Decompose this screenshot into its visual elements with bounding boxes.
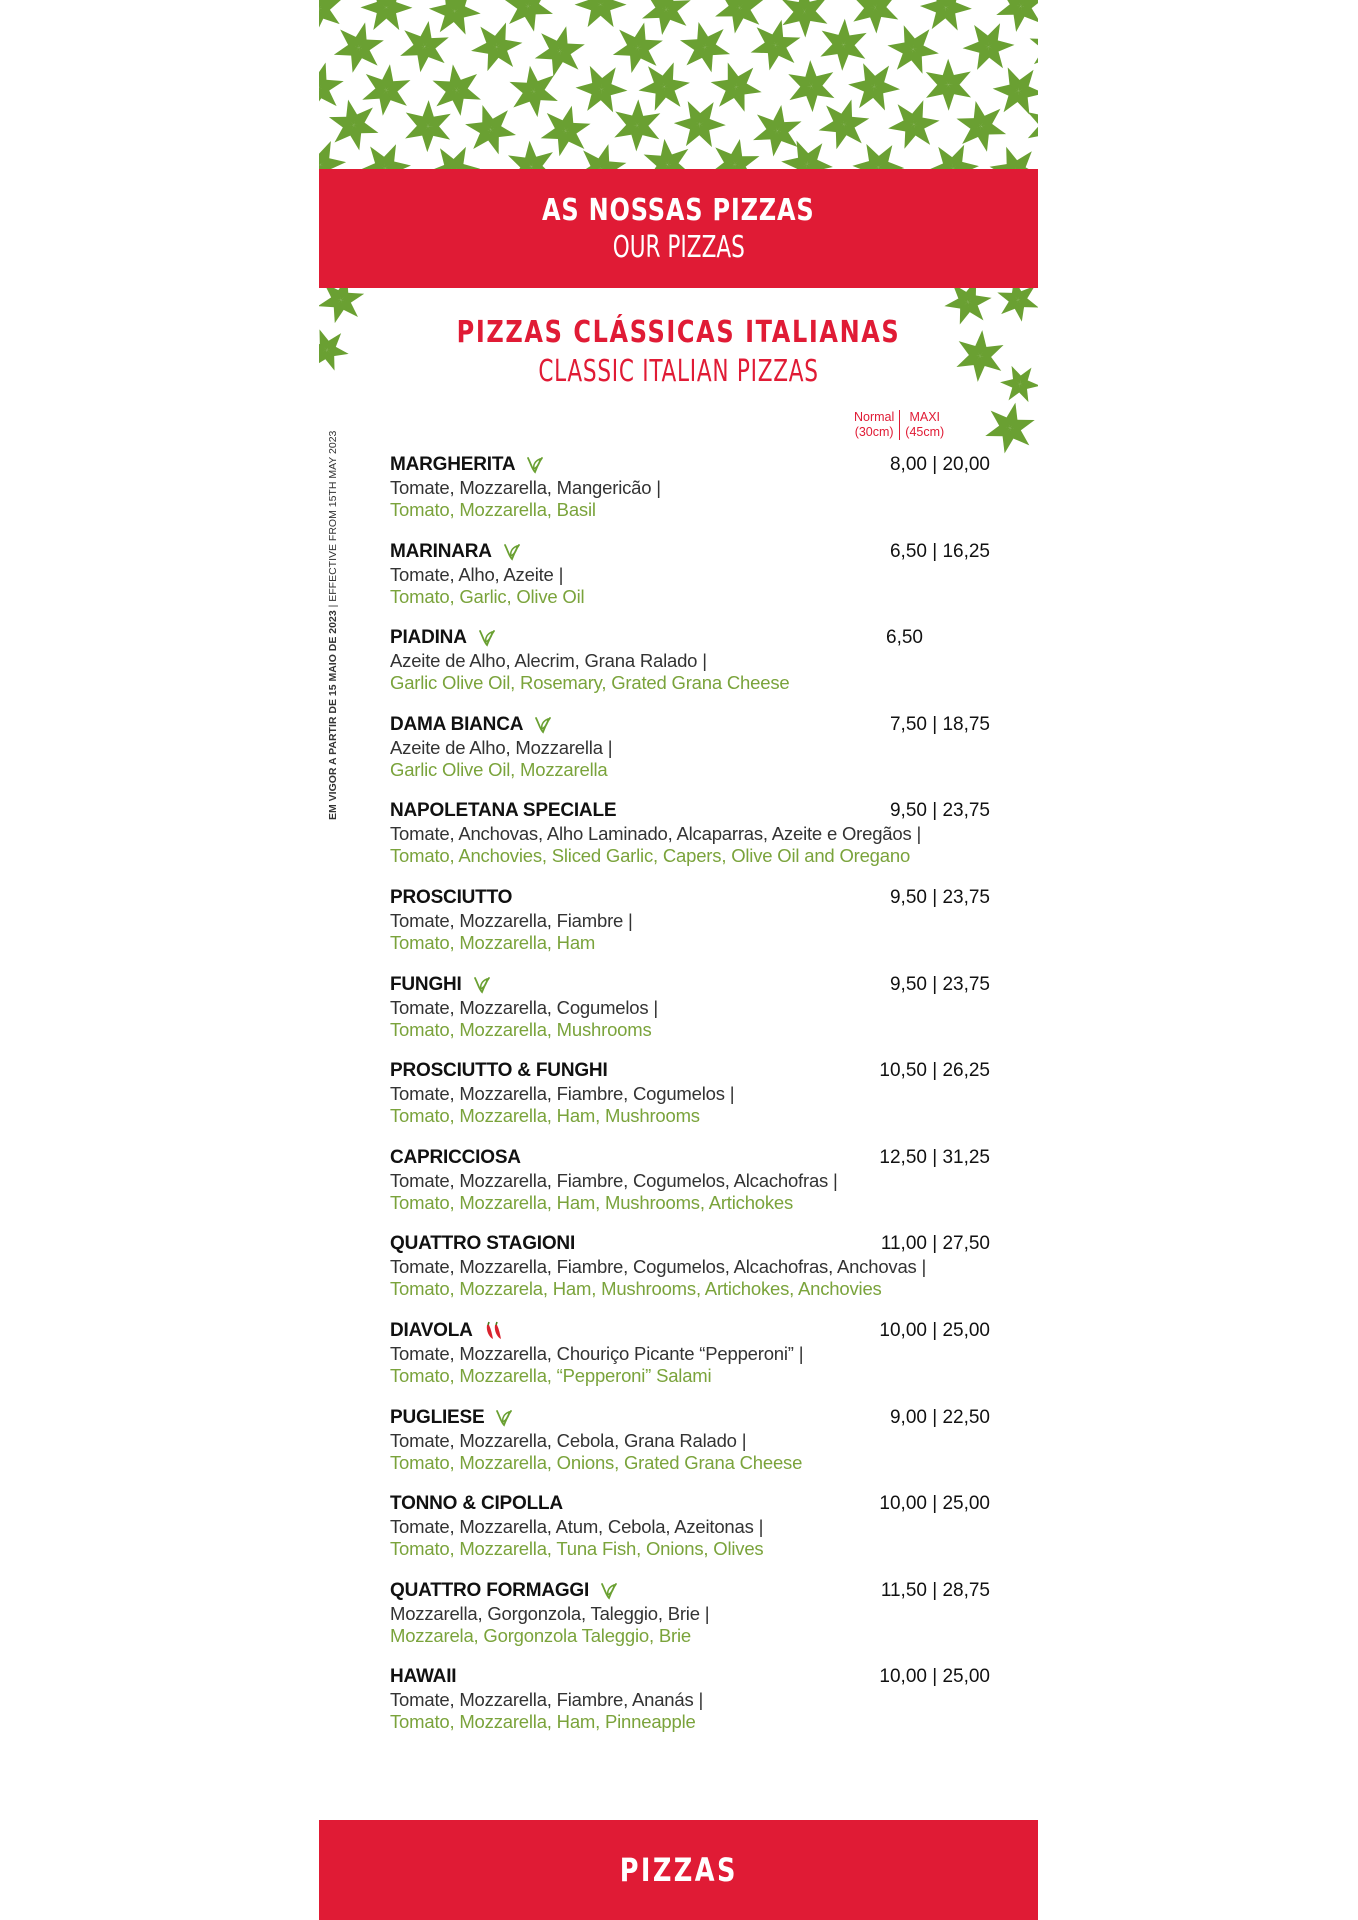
pizza-item [390,1060,990,1147]
pizza-ingredients-pt: Tomate, Mozzarella, Fiambre, Cogumelos, Alcachofras | [390,1169,838,1191]
pizza-ingredients-pt: Tomate, Mozzarella, Fiambre | [390,909,633,931]
pizza-name [390,974,492,996]
pizza-name [390,627,497,649]
pizza-name [390,1320,507,1342]
pizza-price: 10,50 | 26,25 [879,1060,990,1082]
pizza-name-text: NAPOLETANA SPECIALE [390,800,617,822]
pizza-ingredients-en: Mozzarela, Gorgonzola Taleggio, Brie [390,1624,691,1646]
pizza-item [390,627,990,714]
pizza-ingredients-en: Tomato, Mozzarella, Onions, Grated Grana Cheese [390,1451,803,1473]
pizza-name-text: PROSCIUTTO [390,886,513,908]
effective-date-separator: | [327,601,339,611]
pizza-ingredients-pt: Tomate, Mozzarella, Cebola, Grana Ralado | [390,1429,747,1451]
footer-banner [319,1820,1038,1920]
leaf-star-icon [980,397,1038,458]
leaf-star-icon [745,14,806,76]
pizza-list [390,454,990,1753]
pizza-ingredients-en: Tomato, Mozzarela, Ham, Mushrooms, Artichokes, Anchovies [390,1278,882,1300]
pizza-name [390,1666,456,1688]
leaf-star-icon [817,17,870,71]
pizza-ingredients-en: Garlic Olive Oil, Mozzarella [390,758,608,780]
pizza-item [390,800,990,887]
pizza-ingredients-pt: Tomate, Mozzarella, Chouriço Picante “Pepperoni” | [390,1342,804,1364]
pizza-name-text: FUNGHI [390,973,462,995]
pizza-item [390,1407,990,1494]
pizza-name [390,1147,521,1169]
pizza-price: 9,50 | 23,75 [889,973,990,995]
effective-date-en: EFFECTIVE FROM 15TH MAY 2023 [327,430,339,602]
leaf-star-icon [319,56,350,120]
size-maxi [900,410,949,440]
pizza-name-text: QUATTRO STAGIONI [390,1233,576,1255]
leaf-pattern-top [319,0,1038,170]
pizza-name-text: MARINARA [390,540,492,562]
pizza-price: 6,50 | 16,25 [889,540,990,562]
pizza-name-text: PIADINA [390,627,467,649]
vegetarian-icon [477,628,497,648]
chili-pepper-icon [483,1321,507,1341]
vegetarian-icon [494,1408,514,1428]
pizza-ingredients-en: Tomato, Mozzarella, Ham, Mushrooms, Artichokes [390,1191,794,1213]
pizza-name-text: HAWAII [390,1666,457,1688]
pizza-ingredients-en: Tomato, Garlic, Olive Oil [390,585,585,607]
pizza-name [390,1060,608,1082]
pizza-price: 9,00 | 22,50 [889,1406,990,1428]
vegetarian-icon [472,975,492,995]
pizza-name [390,1407,514,1429]
pizza-item [390,714,990,801]
pizza-item [390,887,990,974]
pizza-ingredients-pt: Tomate, Mozzarella, Fiambre, Ananás | [390,1689,704,1711]
pizza-ingredients-en: Garlic Olive Oil, Rosemary, Grated Grana Cheese [390,672,790,694]
pizza-price: 12,50 | 31,25 [879,1146,990,1168]
size-maxi-label: MAXI [909,410,941,424]
leaf-star-icon [402,99,454,152]
size-header [849,410,949,440]
leaf-star-icon [566,53,637,124]
pizza-item [390,1666,990,1753]
pizza-ingredients-pt: Mozzarella, Gorgonzola, Taleggio, Brie | [390,1602,710,1624]
pizza-name-text: CAPRICCIOSA [390,1146,521,1168]
leaf-star-icon [464,13,530,80]
footer-label: PIZZAS [619,1851,738,1889]
pizza-name [390,1233,575,1255]
pizza-name [390,541,522,563]
pizza-item [390,1233,990,1320]
leaf-star-icon [328,16,390,79]
pizza-name-text: MARGHERITA [390,454,516,475]
vegetarian-icon [525,455,545,475]
pizza-ingredients-pt: Tomate, Mozzarella, Atum, Cebola, Azeitonas | [390,1516,764,1538]
pizza-price: 9,50 | 23,75 [889,800,990,822]
header-banner [319,169,1038,288]
pizza-item [390,1580,990,1667]
pizza-price: 6,50 [886,627,923,649]
leaf-star-icon [919,134,987,170]
pizza-item [390,1147,990,1234]
pizza-item [390,1320,990,1407]
pizza-ingredients-en: Tomato, Mozzarella, Mushrooms [390,1018,652,1040]
pizza-ingredients-pt: Tomate, Mozzarella, Mangericão | [390,477,661,498]
pizza-name-text: TONNO & CIPOLLA [390,1493,563,1515]
pizza-price: 10,00 | 25,00 [879,1666,990,1688]
pizza-ingredients-pt: Azeite de Alho, Alecrim, Grana Ralado | [390,650,707,672]
pizza-item [390,1493,990,1580]
pizza-name [390,1580,619,1602]
pizza-price: 7,50 | 18,75 [889,713,990,735]
leaf-star-icon [529,20,591,83]
pizza-name [390,800,616,822]
pizza-ingredients-en: Tomato, Mozzarella, “Pepperoni” Salami [390,1364,712,1386]
leaf-star-icon [319,131,354,170]
pizza-ingredients-pt: Tomate, Mozzarella, Fiambre, Cogumelos, Alcachofras, Anchovas | [390,1256,927,1278]
header-title-en: OUR PIZZAS [612,229,745,265]
pizza-name [390,1493,563,1515]
pizza-name-text: DIAVOLA [390,1319,473,1341]
pizza-ingredients-pt: Tomate, Mozzarella, Fiambre, Cogumelos | [390,1083,735,1105]
size-maxi-cm: (45cm) [905,425,945,439]
pizza-price: 10,00 | 25,00 [879,1319,990,1341]
pizza-ingredients-pt: Azeite de Alho, Mozzarella | [390,736,613,758]
vegetarian-icon [533,715,553,735]
pizza-name-text: DAMA BIANCA [390,713,524,735]
leaf-star-icon [913,50,984,120]
pizza-ingredients-pt: Tomate, Alho, Azeite | [390,563,564,585]
pizza-ingredients-en: Tomato, Mozzarella, Ham, Pinneapple [390,1711,696,1733]
pizza-name-text: QUATTRO FORMAGGI [390,1579,590,1601]
pizza-ingredients-en: Tomato, Mozzarella, Ham, Mushrooms [390,1105,700,1127]
menu-page [319,0,1038,1920]
pizza-name-text: PROSCIUTTO & FUNGHI [390,1060,608,1082]
vegetarian-icon [502,542,522,562]
pizza-name-text: PUGLIESE [390,1406,485,1428]
section-title-en: CLASSIC ITALIAN PIZZAS [538,354,819,389]
pizza-item [390,974,990,1061]
size-normal-cm: (30cm) [854,425,894,439]
vegetarian-icon [599,1581,619,1601]
pizza-name [390,714,553,736]
section-title-pt: PIZZAS CLÁSSICAS ITALIANAS [456,315,901,350]
pizza-name [390,887,512,909]
size-normal-label: Normal [854,410,895,424]
leaf-star-icon [637,0,696,39]
pizza-ingredients-en: Tomato, Anchovies, Sliced Garlic, Capers, Olive Oil and Oregano [390,845,911,867]
pizza-price: 8,00 | 20,00 [889,454,990,475]
leaf-star-icon [954,12,1023,81]
pizza-item [390,541,990,628]
pizza-ingredients-en: Tomato, Mozzarella, Tuna Fish, Onions, Olives [390,1538,764,1560]
leaf-star-icon [351,134,419,170]
pizza-ingredients-en: Tomato, Mozzarella, Ham [390,931,596,953]
pizza-price: 11,00 | 27,50 [880,1233,990,1255]
header-title-pt: AS NOSSAS PIZZAS [542,192,815,228]
pizza-ingredients-pt: Tomate, Mozzarella, Cogumelos | [390,996,658,1018]
section-title [319,313,1038,391]
effective-date-pt: EM VIGOR A PARTIR DE 15 MAIO DE 2023 [327,610,339,820]
pizza-ingredients-pt: Tomate, Anchovas, Alho Laminado, Alcaparras, Azeite e Oregãos | [390,823,922,845]
pizza-price: 10,00 | 25,00 [879,1493,990,1515]
pizza-ingredients-en: Tomato, Mozzarella, Basil [390,499,596,520]
pizza-price: 11,50 | 28,75 [880,1579,990,1601]
effective-date-note [327,430,339,820]
leaf-star-icon [607,16,669,79]
pizza-item [390,454,990,541]
pizza-name [390,454,545,476]
size-normal [849,410,900,440]
pizza-price: 9,50 | 23,75 [889,886,990,908]
